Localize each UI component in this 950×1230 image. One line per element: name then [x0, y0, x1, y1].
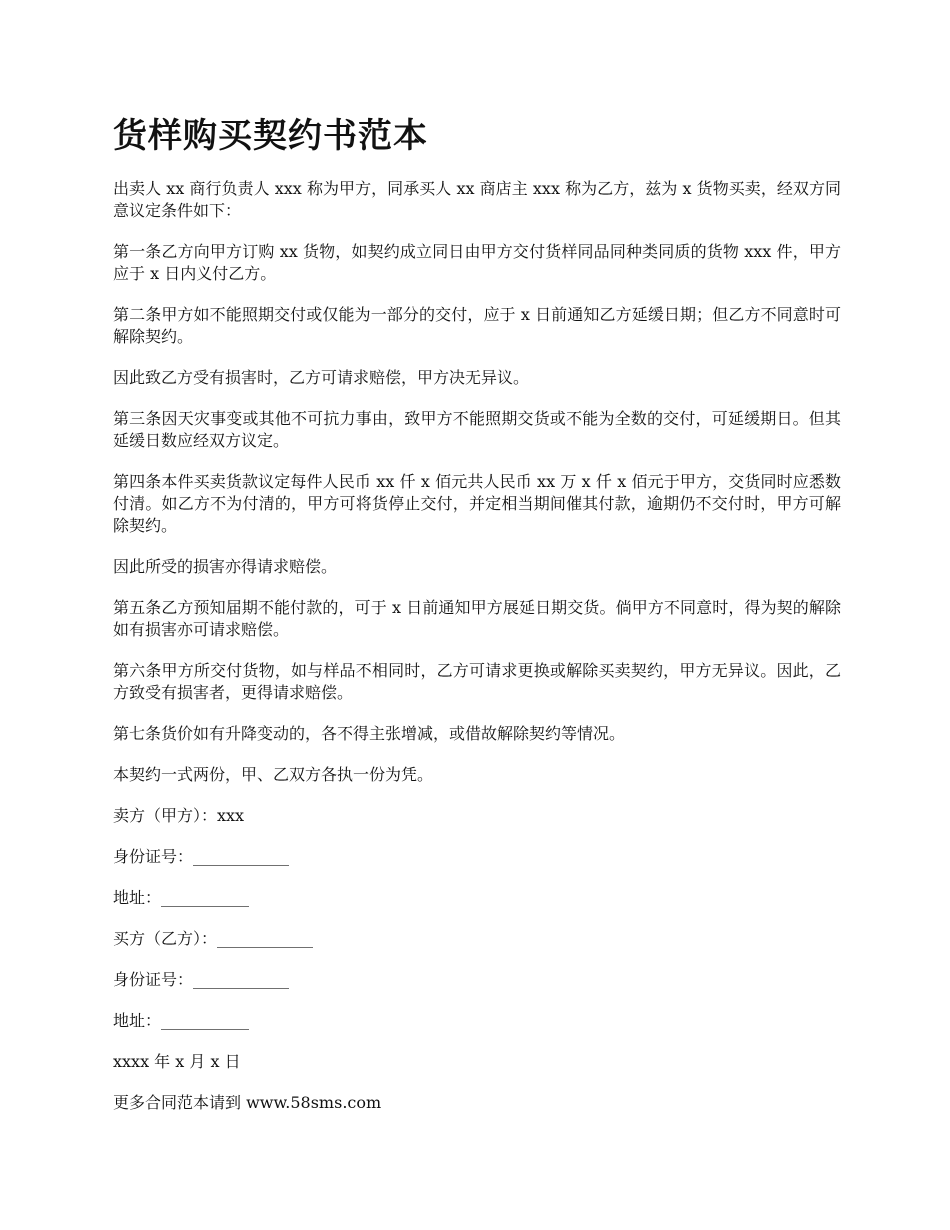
document-title: 货样购买契约书范本	[113, 116, 428, 156]
copies-paragraph: 本契约一式两份，甲、乙双方各执一份为凭。	[113, 765, 434, 784]
article-1-paragraph: 第一条乙方向甲方订购 xx 货物，如契约成立同日由甲方交付货样同品同种类同质的货物 xxx 件，甲方应于 x 日内义付乙方。	[113, 242, 841, 283]
footer-note: 更多合同范本请到 www.58sms.com	[113, 1093, 382, 1112]
seller-line: 卖方（甲方）：xxx	[113, 806, 245, 825]
article-4-note-paragraph: 因此所受的损害亦得请求赔偿。	[113, 557, 338, 576]
article-2-note-paragraph: 因此致乙方受有损害时，乙方可请求赔偿，甲方决无异议。	[113, 368, 530, 387]
article-2-paragraph: 第二条甲方如不能照期交付或仅能为一部分的交付，应于 x 日前通知乙方延缓日期；但乙方不同意时可解除契约。	[113, 305, 841, 346]
article-7-paragraph: 第七条货价如有升降变动的，各不得主张增减，或借故解除契约等情况。	[113, 724, 626, 743]
article-5-paragraph: 第五条乙方预知届期不能付款的，可于 x 日前通知甲方展延日期交货。倘甲方不同意时，得为契的解除如有损害亦可请求赔偿。	[113, 598, 841, 639]
buyer-address-line: 地址：___________	[113, 1011, 250, 1030]
article-3-paragraph: 第三条因天灾事变或其他不可抗力事由，致甲方不能照期交货或不能为全数的交付，可延缓期日。但其延缓日数应经双方议定。	[113, 409, 841, 450]
intro-paragraph: 出卖人 xx 商行负责人 xxx 称为甲方，同承买人 xx 商店主 xxx 称为乙方，兹为 x 货物买卖，经双方同意议定条件如下：	[113, 179, 841, 220]
article-4-paragraph: 第四条本件买卖货款议定每件人民币 xx 仟 x 佰元共人民币 xx 万 x 仟 x 佰元于甲方，交货同时应悉数付清。如乙方不为付清的，甲方可将货停止交付，并定相当期间催其付款，逾期仍不交付时，甲方可解除契约。	[113, 472, 841, 535]
buyer-id-line: 身份证号：____________	[113, 970, 290, 989]
date-line: xxxx 年 x 月 x 日	[113, 1052, 241, 1071]
seller-id-line: 身份证号：____________	[113, 847, 290, 866]
seller-address-line: 地址：___________	[113, 888, 250, 907]
article-6-paragraph: 第六条甲方所交付货物，如与样品不相同时，乙方可请求更换或解除买卖契约，甲方无异议。因此，乙方致受有损害者，更得请求赔偿。	[113, 661, 841, 702]
document-page	[113, 112, 841, 1133]
buyer-line: 买方（乙方）：____________	[113, 929, 314, 948]
